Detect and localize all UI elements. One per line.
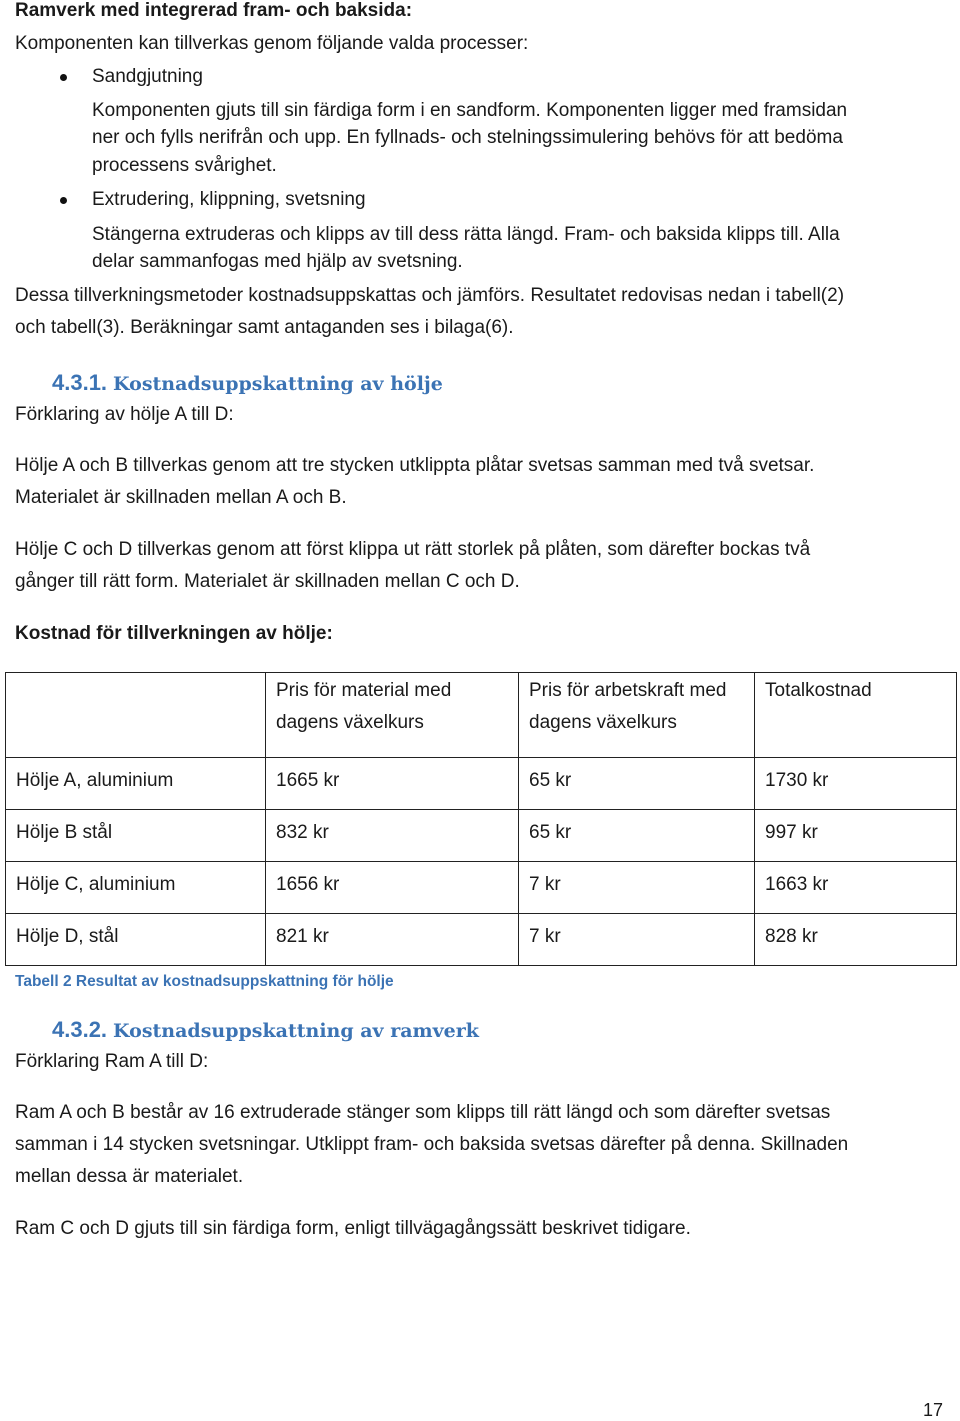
table-row (6, 758, 957, 810)
table-row (6, 810, 957, 862)
paragraph-line: Hölje A och B tillverkas genom att tre stycken utklippta plåtar svetsas samman med två svetsar. (15, 455, 815, 476)
section-heading-title: Kostnadsuppskattning av hölje (113, 373, 443, 395)
table-header-cell: Totalkostnad (755, 673, 957, 758)
process-label: Sandgjutning (92, 66, 203, 87)
table-caption: Tabell 2 Resultat av kostnadsuppskattning för hölje (15, 973, 394, 990)
bullet-icon (60, 74, 67, 81)
table-cell: 1663 kr (755, 862, 957, 914)
intro-lead: Komponenten kan tillverkas genom följande valda processer: (15, 33, 529, 54)
paragraph-line: Hölje C och D tillverkas genom att först klippa ut rätt storlek på plåten, som därefter bockas två (15, 539, 811, 560)
table-cell: 7 kr (519, 914, 755, 966)
section-title: Ramverk med integrerad fram- och baksida: (15, 0, 413, 21)
table-cell: 832 kr (266, 810, 519, 862)
paragraph-line: Ram A och B består av 16 extruderade stänger som klipps till rätt längd och som därefter svetsas (15, 1102, 831, 1123)
process-label: Extrudering, klippning, svetsning (92, 189, 366, 210)
bullet-icon (60, 197, 67, 204)
table-cell: 997 kr (755, 810, 957, 862)
table-header-cell: Pris för material med dagens växelkurs (266, 673, 519, 758)
table-header-row (6, 673, 957, 758)
table-header-cell (6, 673, 266, 758)
table-cell: Hölje D, stål (6, 914, 266, 966)
section-number: 4.3.1. (52, 370, 108, 395)
paragraph-line: Ram C och D gjuts till sin färdiga form, enligt tillvägagångssätt beskrivet tidigare. (15, 1218, 691, 1239)
process-desc-line: processens svårighet. (92, 155, 277, 176)
table-cell: Hölje A, aluminium (6, 758, 266, 810)
table-cell: Hölje C, aluminium (6, 862, 266, 914)
table-cell: 1730 kr (755, 758, 957, 810)
table-cell: 1656 kr (266, 862, 519, 914)
paragraph-line: samman i 14 stycken svetsningar. Utklippt fram- och baksida svetsas därefter på denna. Skillnaden (15, 1134, 849, 1155)
table-row (6, 862, 957, 914)
summary-line: Dessa tillverkningsmetoder kostnadsuppskattas och jämförs. Resultatet redovisas nedan i tabell(2) (15, 285, 845, 306)
process-desc-line: Komponenten gjuts till sin färdiga form i en sandform. Komponenten ligger med framsidan (92, 100, 848, 121)
table-heading: Kostnad för tillverkningen av hölje: (15, 623, 333, 644)
paragraph-line: Materialet är skillnaden mellan A och B. (15, 487, 347, 508)
table-cell: 821 kr (266, 914, 519, 966)
process-desc-line: ner och fylls nerifrån och upp. En fyllnads- och stelningssimulering behövs för att bedöma (92, 127, 843, 148)
paragraph-line: mellan dessa är materialet. (15, 1166, 244, 1187)
process-desc-line: delar sammanfogas med hjälp av svetsning. (92, 251, 463, 272)
table-cell: 65 kr (519, 810, 755, 862)
table-cell: 828 kr (755, 914, 957, 966)
cost-table (5, 672, 957, 966)
table-row (6, 914, 957, 966)
table-cell: 7 kr (519, 862, 755, 914)
section-heading-431 (52, 370, 443, 396)
paragraph-line: gånger till rätt form. Materialet är skillnaden mellan C och D. (15, 571, 520, 592)
section-number: 4.3.2. (52, 1017, 108, 1042)
section-heading-title: Kostnadsuppskattning av ramverk (113, 1020, 479, 1042)
explanation-label: Förklaring av hölje A till D: (15, 404, 234, 425)
explanation-label: Förklaring Ram A till D: (15, 1051, 209, 1072)
summary-line: och tabell(3). Beräkningar samt antaganden ses i bilaga(6). (15, 317, 514, 338)
table-cell: Hölje B stål (6, 810, 266, 862)
table-cell: 65 kr (519, 758, 755, 810)
section-heading-432 (52, 1017, 479, 1043)
table-cell: 1665 kr (266, 758, 519, 810)
process-desc-line: Stängerna extruderas och klipps av till dess rätta längd. Fram- och baksida klipps till. Alla (92, 224, 840, 245)
page-number: 17 (922, 1400, 943, 1420)
table-header-cell: Pris för arbetskraft med dagens växelkurs (519, 673, 755, 758)
